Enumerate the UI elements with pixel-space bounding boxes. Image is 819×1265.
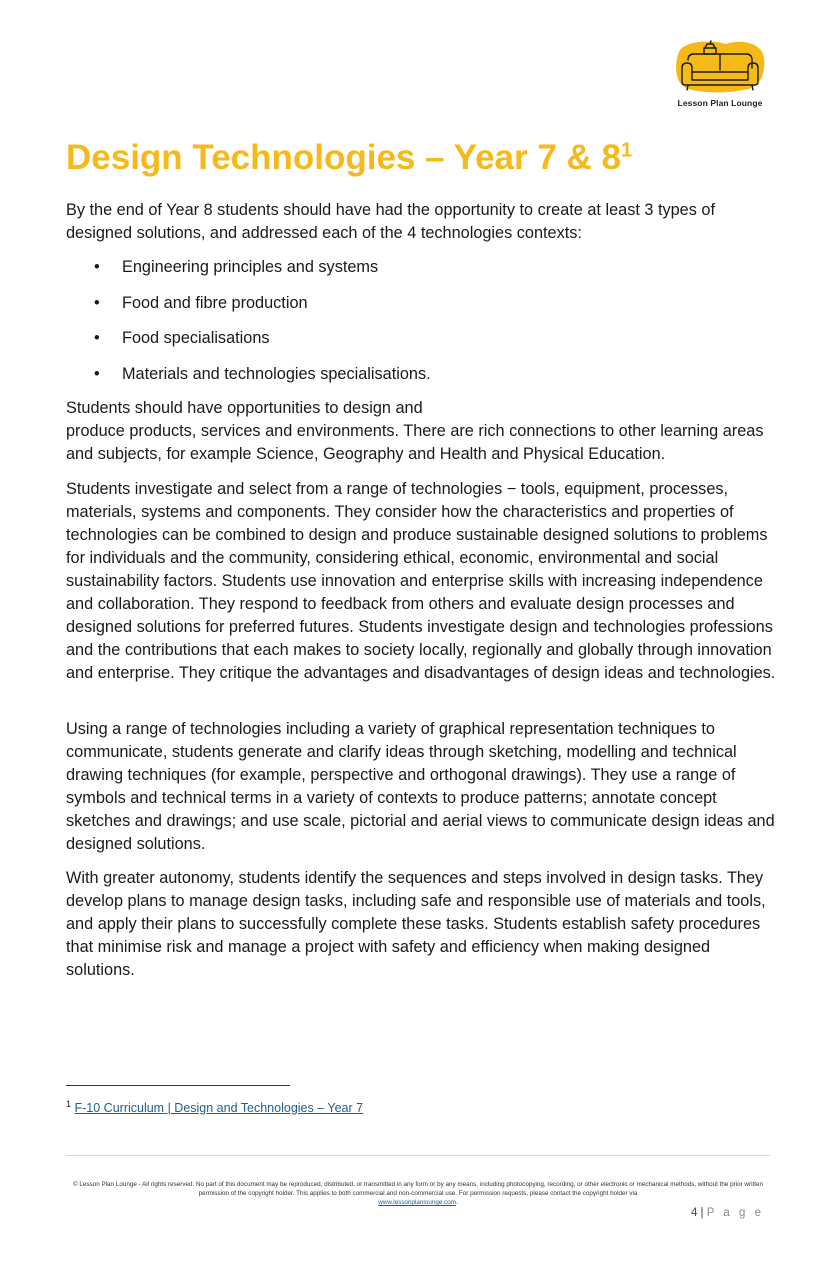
list-item-text: Food specialisations xyxy=(122,329,270,347)
link-period: . xyxy=(455,1199,458,1206)
bullet-icon: • xyxy=(94,293,100,312)
paragraph-opportunities-line1: Students should have opportunities to design and xyxy=(66,399,423,417)
paragraph-graphical: Using a range of technologies including a variety of graphical representation techniques to communicate, students generate and clarify ideas through sketching, modelling and technical drawing techniques (for example, perspective and orthogonal drawings). They use a range of symbols and technical terms in a variety of contexts to produce patterns; annotate concept sketches and drawings; and use scale, pictorial and aerial views to communicate design ideas and designed solutions. xyxy=(66,720,775,853)
page-number-value: 4 xyxy=(690,1207,698,1219)
footnote-mark: 1 xyxy=(66,1099,72,1109)
page-number-divider: | xyxy=(697,1207,707,1219)
list-item xyxy=(66,363,431,399)
sofa-logo-icon xyxy=(674,38,766,94)
paragraph-opportunities-rest: produce products, services and environments. There are rich connections to other learning areas and subjects, for example Science, Geography and Health and Physical Education. xyxy=(66,422,764,463)
footer-divider xyxy=(66,1155,770,1156)
page-title-text: Design Technologies – Year 7 & 8 xyxy=(66,138,622,177)
logo xyxy=(672,38,768,112)
bullet-icon: • xyxy=(94,258,100,276)
bullet-icon: • xyxy=(94,329,100,347)
copyright-text: © Lesson Plan Lounge - All rights reserved. No part of this document may be reproduced, distributed, or transmitted in any form or by any means, including photocopying, recording, or other electronic or mechanical methods, without the prior written permission of the copyright holder. This applies to both commercial and non-commercial use. For permission requests, please contact the copyright holder via xyxy=(73,1181,763,1197)
technologies-contexts-list xyxy=(66,256,431,398)
page-title xyxy=(66,138,632,178)
footnote-link[interactable]: F-10 Curriculum | Design and Technologies – Year 7 xyxy=(74,1101,364,1116)
list-item-text: Food and fibre production xyxy=(122,293,308,312)
copyright-notice xyxy=(66,1180,770,1207)
paragraph-opportunities xyxy=(66,397,781,466)
intro-paragraph: By the end of Year 8 students should have had the opportunity to create at least 3 types of designed solutions, and addressed each of the 4 technologies contexts: xyxy=(66,201,715,242)
footnote-separator xyxy=(66,1085,290,1086)
list-item xyxy=(66,327,431,363)
list-item xyxy=(66,256,431,292)
footnote xyxy=(66,1099,363,1115)
logo-text: Lesson Plan Lounge xyxy=(677,98,763,108)
list-item-text: Materials and technologies specialisations. xyxy=(122,364,431,383)
bullet-icon: • xyxy=(94,364,100,383)
title-footnote-mark[interactable]: 1 xyxy=(621,139,633,162)
list-item-text: Engineering principles and systems xyxy=(122,258,379,276)
page-label: P a g e xyxy=(706,1207,764,1219)
website-link[interactable]: www.lessonplanlounge.com xyxy=(378,1199,456,1206)
paragraph-investigate: Students investigate and select from a range of technologies − tools, equipment, processes, materials, systems and components. They consider how the characteristics and properties of technologies can be combined to design and produce sustainable designed solutions to problems for individuals and the community, considering ethical, economic, environmental and social sustainability factors. Students use innovation and enterprise skills with increasing independence and collaboration. They respond to feedback from others and evaluate design processes and designed solutions for preferred futures. Students investigate design and technologies professions and the contributions that each makes to society locally, regionally and globally through innovation and enterprise. They critique the advantages and disadvantages of design ideas and technologies. xyxy=(66,480,776,682)
paragraph-autonomy: With greater autonomy, students identify the sequences and steps involved in design tasks. They develop plans to manage design tasks, including safe and responsible use of materials and tools, and apply their plans to successfully complete these tasks. Students establish safety procedures that minimise risk and manage a project with safety and efficiency when making designed solutions. xyxy=(66,869,766,979)
list-item xyxy=(66,292,431,328)
page-number xyxy=(691,1207,764,1219)
